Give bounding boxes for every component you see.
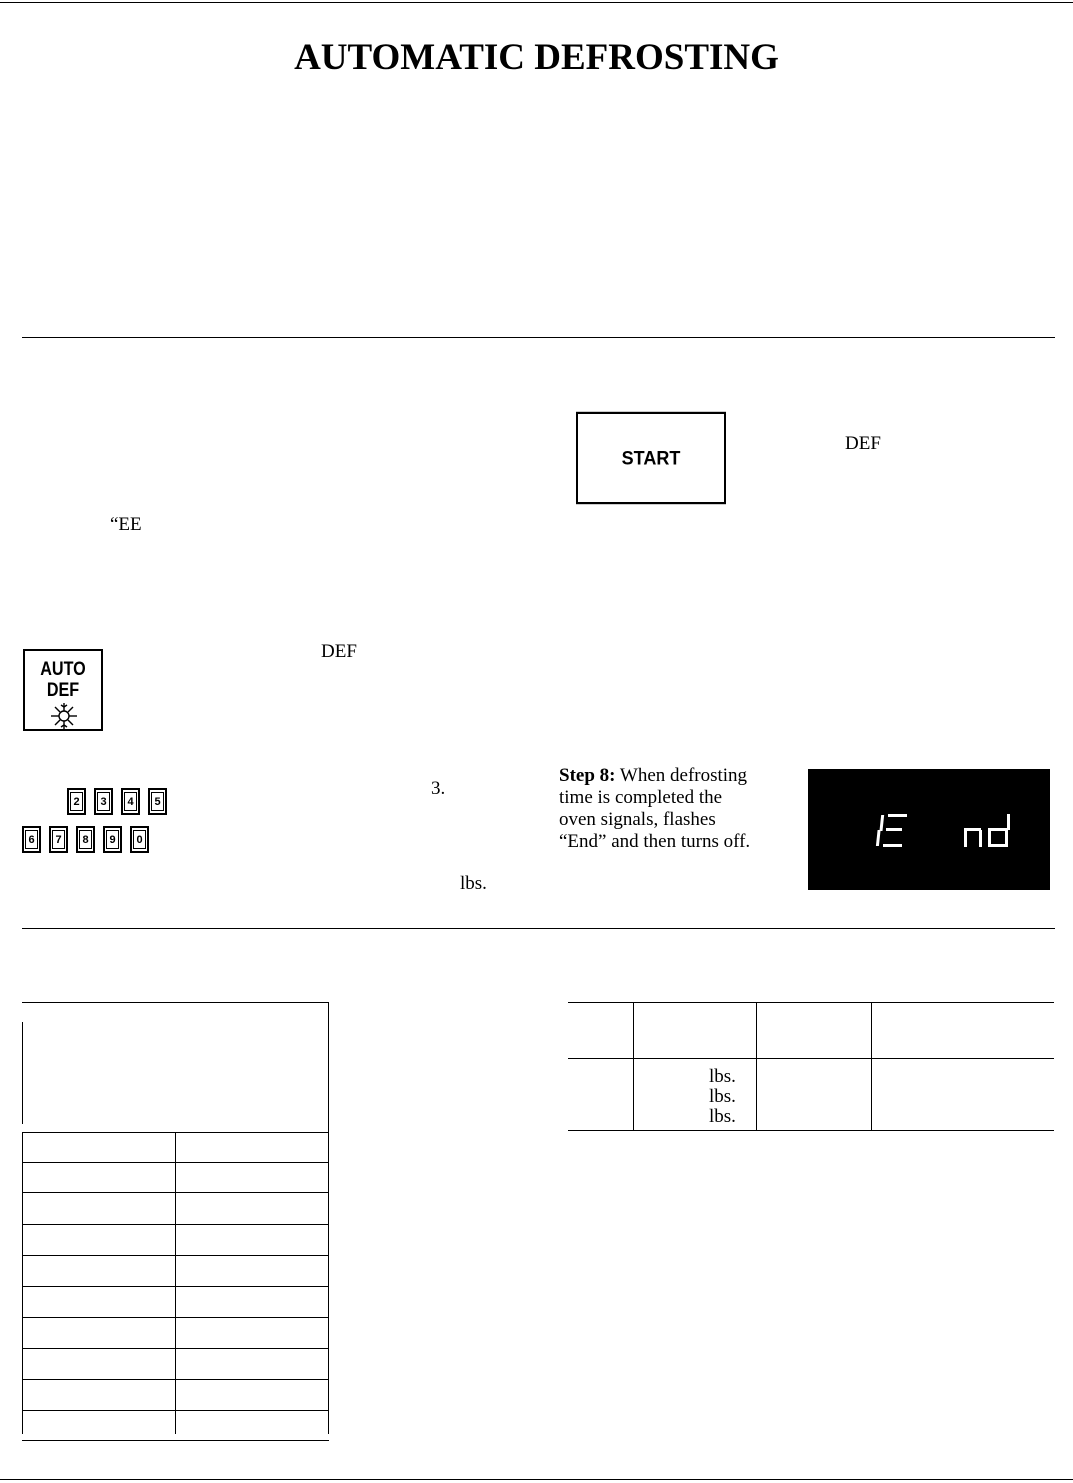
oven-display xyxy=(808,769,1050,890)
left-table-row-rule xyxy=(22,1255,329,1256)
left-table-left-edge-lower xyxy=(22,1133,23,1434)
left-table-row-rule xyxy=(22,1410,329,1411)
left-table-row-rule xyxy=(22,1192,329,1193)
right-table-top-rule xyxy=(568,1002,1054,1003)
start-button[interactable] xyxy=(576,412,726,504)
section-divider-lower xyxy=(22,928,1055,929)
number-key-2[interactable]: 2 xyxy=(67,788,86,815)
step-8-line3: oven signals, flashes xyxy=(559,809,716,830)
step-8-line4: “End” and then turns off. xyxy=(559,831,751,852)
bottom-page-rule xyxy=(0,1479,1073,1480)
left-table-row-rule xyxy=(22,1317,329,1318)
number-key-6[interactable]: 6 xyxy=(22,826,41,853)
step-8-label: Step 8: xyxy=(559,765,616,786)
lbs-text-mid: lbs. xyxy=(460,873,487,894)
left-table-row-rule xyxy=(22,1286,329,1287)
auto-defrost-label-line1: AUTO xyxy=(40,659,86,680)
left-table-bottom-rule xyxy=(22,1440,329,1441)
def-text-top: DEF xyxy=(845,433,881,454)
left-table-right-edge xyxy=(328,1002,329,1434)
step-8-instruction xyxy=(559,765,750,853)
left-table-row-rule xyxy=(22,1162,329,1163)
left-table-left-edge-upper xyxy=(22,1022,23,1124)
right-table-header-rule xyxy=(568,1058,1054,1059)
left-table-column-divider xyxy=(175,1133,176,1434)
number-key-8[interactable]: 8 xyxy=(76,826,95,853)
left-table-row-rule xyxy=(22,1348,329,1349)
right-table-column-divider xyxy=(871,1002,872,1130)
left-table-row-rule xyxy=(22,1224,329,1225)
auto-defrost-label-line2: DEF xyxy=(46,680,80,701)
start-button-label: START xyxy=(621,446,681,469)
step-8-line1: When defrosting xyxy=(619,765,748,786)
right-table-column-divider xyxy=(633,1002,634,1130)
def-text-mid: DEF xyxy=(321,641,357,662)
step-8-line2: time is completed the xyxy=(559,787,723,808)
top-page-rule xyxy=(0,2,1073,3)
number-key-4[interactable]: 4 xyxy=(121,788,140,815)
number-key-3[interactable]: 3 xyxy=(94,788,113,815)
right-table-column-divider xyxy=(756,1002,757,1130)
left-table-row-rule xyxy=(22,1132,329,1133)
right-table-weight: lbs. xyxy=(709,1086,736,1107)
right-table-weight: lbs. xyxy=(709,1066,736,1087)
number-key-5[interactable]: 5 xyxy=(148,788,167,815)
right-table-weight: lbs. xyxy=(709,1106,736,1127)
number-key-9[interactable]: 9 xyxy=(103,826,122,853)
section-divider-upper xyxy=(22,337,1055,338)
three-text: 3. xyxy=(431,778,446,799)
number-key-7[interactable]: 7 xyxy=(49,826,68,853)
page-title: AUTOMATIC DEFROSTING xyxy=(294,37,779,78)
number-key-0[interactable]: 0 xyxy=(130,826,149,853)
ee-text: “EE xyxy=(110,514,142,535)
right-table-bottom-rule xyxy=(568,1130,1054,1131)
snowflake-icon xyxy=(49,703,79,729)
auto-defrost-button[interactable] xyxy=(23,649,103,731)
left-table-row-rule xyxy=(22,1379,329,1380)
display-segments xyxy=(808,769,1050,890)
left-table-top-rule xyxy=(22,1002,329,1003)
